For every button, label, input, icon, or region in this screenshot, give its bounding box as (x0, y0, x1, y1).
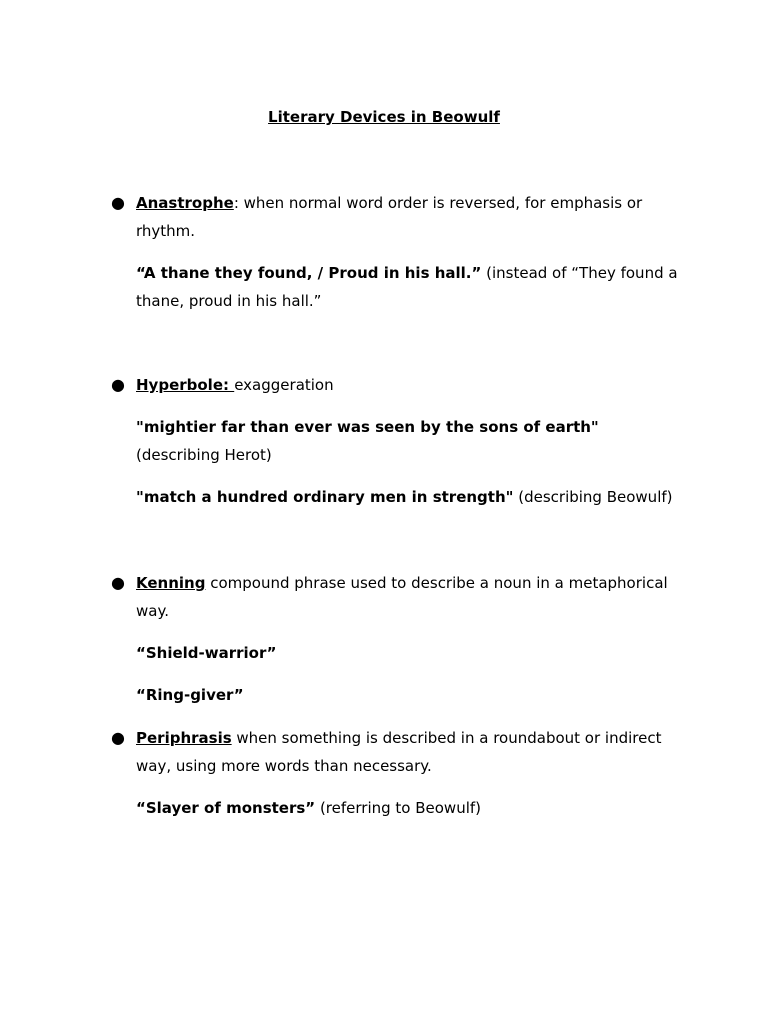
example-quote: “Ring-giver” (136, 686, 244, 704)
device-term: Hyperbole: (136, 376, 235, 394)
example-quote: “Shield-warrior” (136, 644, 277, 662)
bullet-icon: ● (111, 375, 125, 394)
example-note: (describing Herot) (136, 446, 272, 464)
example-line (136, 483, 684, 511)
device-term: Kenning (136, 574, 206, 592)
device-item-kenning (111, 569, 684, 709)
device-definition (136, 189, 684, 245)
example-quote: “A thane they found, / Proud in his hall.” (136, 264, 482, 282)
definition-text: : when normal word order is reversed, for emphasis or rhythm. (136, 194, 643, 240)
example-quote: "mightier far than ever was seen by the sons of earth" (136, 418, 599, 436)
definition-text: compound phrase used to describe a noun in a metaphorical way. (136, 574, 668, 620)
definition-text: when something is described in a roundabout or indirect way, using more words than necessary. (136, 729, 662, 775)
device-item-hyperbole (111, 371, 684, 511)
example-quote: “Slayer of monsters” (136, 799, 316, 817)
bullet-icon: ● (111, 728, 125, 747)
device-definition (136, 724, 684, 780)
definition-text: exaggeration (234, 376, 334, 394)
device-item-anastrophe (111, 189, 684, 315)
page-title: Literary Devices in Beowulf (268, 108, 500, 126)
example-line (136, 259, 684, 315)
device-definition (136, 569, 684, 625)
example-quote: "match a hundred ordinary men in strength" (136, 488, 514, 506)
device-term: Periphrasis (136, 729, 232, 747)
example-line (136, 639, 684, 667)
example-note: (instead of “They found a thane, proud in his hall.” (136, 264, 678, 310)
example-note: (describing Beowulf) (513, 488, 673, 506)
device-term: Anastrophe (136, 194, 234, 212)
example-note: (referring to Beowulf) (315, 799, 481, 817)
bullet-icon: ● (111, 573, 125, 592)
example-line (136, 681, 684, 709)
bullet-icon: ● (111, 193, 125, 212)
device-definition (136, 371, 684, 399)
example-line (136, 794, 684, 822)
example-line (136, 413, 684, 469)
device-item-periphrasis (111, 724, 684, 822)
